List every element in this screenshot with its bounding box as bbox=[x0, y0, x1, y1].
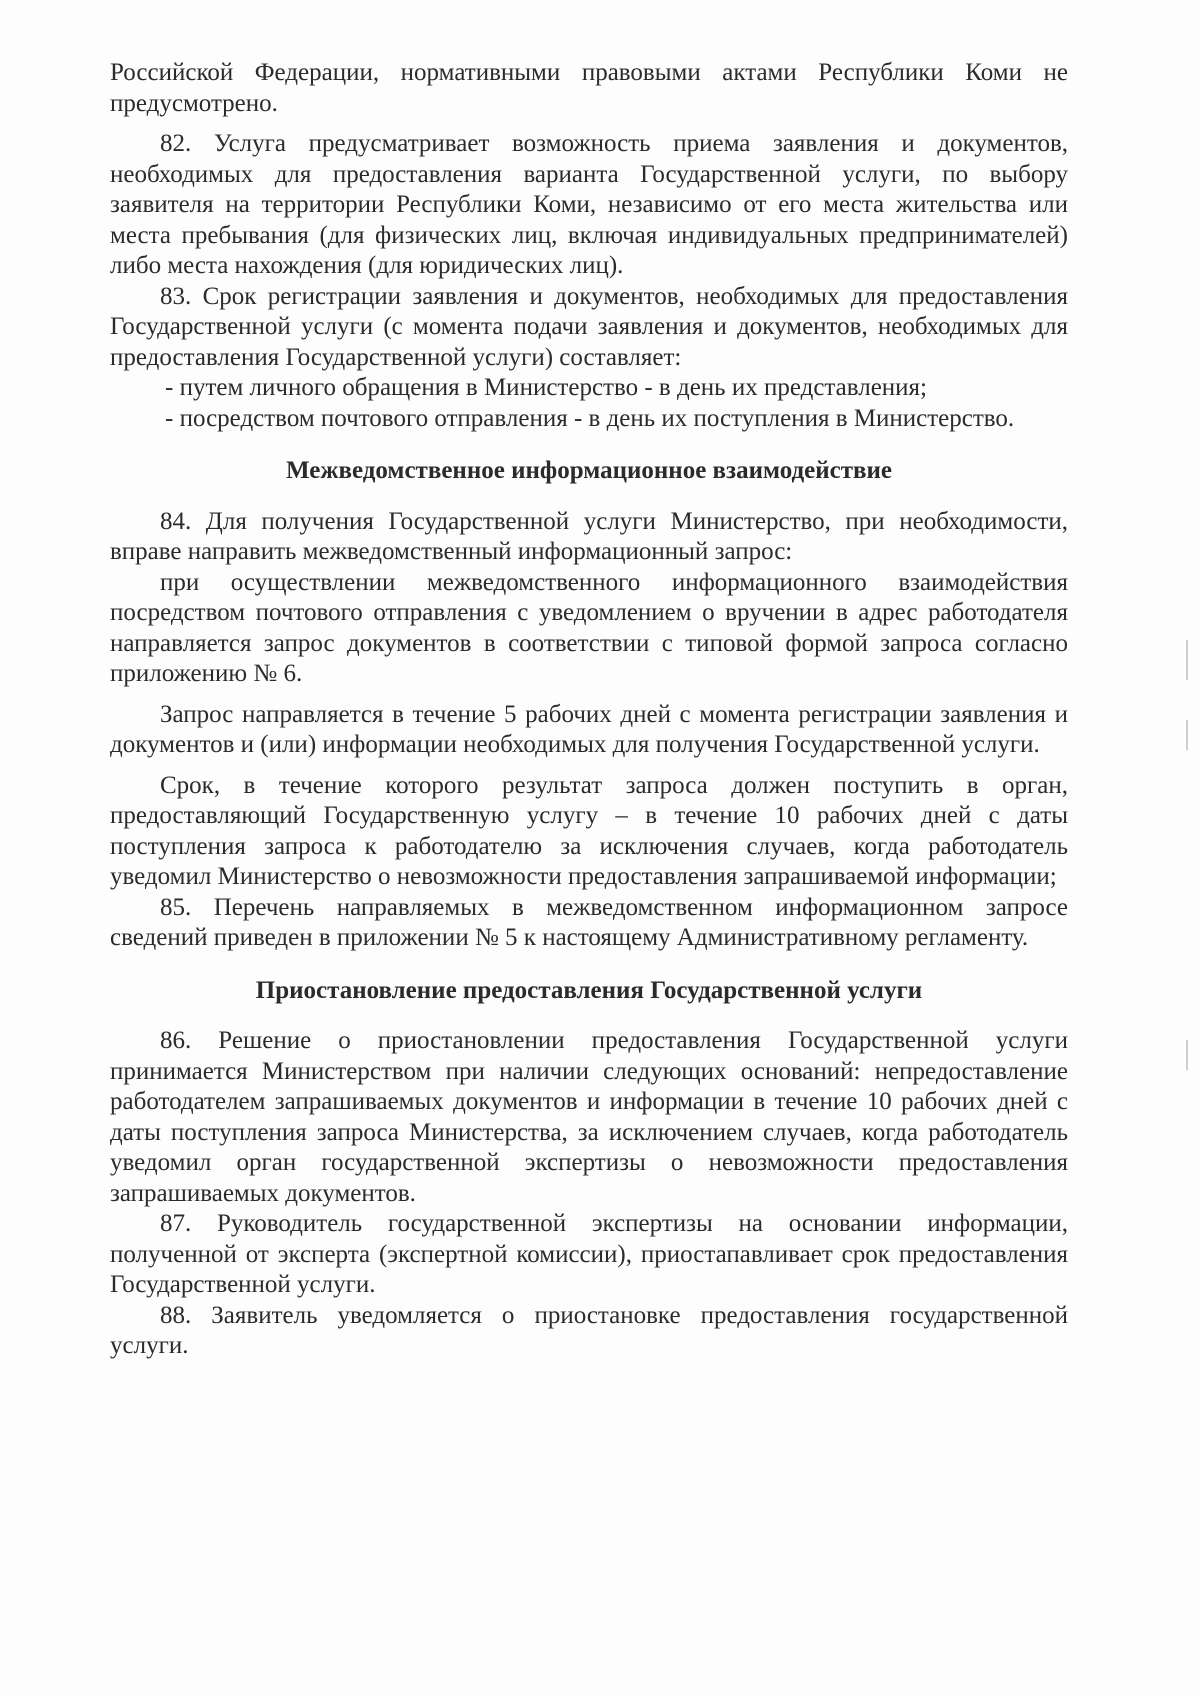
paragraph-83-item-2: - посредством почтового отправления - в день их поступления в Министерство. bbox=[165, 404, 1015, 432]
paragraph-82: 82. Услуга предусматривает возможность приема заявления и документов, необходимых для предоставления варианта Государственной услуги, по выбору заявителя на территории Республики Коми, независимо от его места жительства или места пребывания (для физических лиц, включая индивидуальных предпринимателей) либо места нахождения (для юридических лиц). bbox=[110, 130, 1068, 279]
paragraph-85: 85. Перечень направляемых в межведомственном информационном запросе сведений приведен в приложении № 5 к настоящему Административному регламенту. bbox=[110, 893, 1068, 951]
section-heading-interagency: Межведомственное информационное взаимодействие bbox=[286, 457, 892, 484]
paragraph-88: 88. Заявитель уведомляется о приостановке предоставления государственной услуги. bbox=[110, 1301, 1068, 1359]
document-body bbox=[110, 58, 1068, 1362]
paragraph-83: 83. Срок регистрации заявления и документов, необходимых для предоставления Государственной услуги (с момента подачи заявления и документов, необходимых для предоставления Государственной услуги) составляет: bbox=[110, 282, 1068, 371]
paragraph-86: 86. Решение о приостановлении предоставления Государственной услуги принимается Министерством при наличии следующих оснований: непредоставление работодателем запрашиваемых документов и информации в течение 10 рабочих дней с даты поступления запроса Министерства, за исключением случаев, когда работодатель уведомил орган государственной экспертизы о невозможности предоставления запрашиваемых документов. bbox=[110, 1027, 1068, 1207]
paragraph-84-a: при осуществлении межведомственного информационного взаимодействия посредством почтового отправления с уведомлением о вручении в адрес работодателя направляется запрос документов в соответствии с типовой формой запроса согласно приложению № 6. bbox=[110, 568, 1068, 687]
paragraph-83-item-1: - путем личного обращения в Министерство - в день их представления; bbox=[165, 374, 927, 401]
scan-edge-mark bbox=[1186, 640, 1188, 680]
paragraph-84-b: Запрос направляется в течение 5 рабочих дней с момента регистрации заявления и документов и (или) информации необходимых для получения Государственной услуги. bbox=[110, 700, 1068, 758]
paragraph-84: 84. Для получения Государственной услуги Министерство, при необходимости, вправе направить межведомственный информационный запрос: bbox=[110, 507, 1068, 565]
scan-edge-mark bbox=[1186, 720, 1188, 750]
paragraph-continuation: Российской Федерации, нормативными правовыми актами Республики Коми не предусмотрено. bbox=[110, 59, 1068, 117]
scan-edge-mark bbox=[1186, 1040, 1188, 1070]
paragraph-84-c: Срок, в течение которого результат запроса должен поступить в орган, предоставляющий Государственную услугу – в течение 10 рабочих дней с даты поступления запроса к работодателю за исключения случаев, когда работодатель уведомил Министерство о невозможности предоставления запрашиваемой информации; bbox=[110, 771, 1068, 890]
section-heading-suspension: Приостановление предоставления Государственной услуги bbox=[255, 976, 923, 1004]
paragraph-87: 87. Руководитель государственной экспертизы на основании информации, полученной от эксперта (экспертной комиссии), приостапавливает срок предоставления Государственной услуги. bbox=[110, 1210, 1068, 1298]
